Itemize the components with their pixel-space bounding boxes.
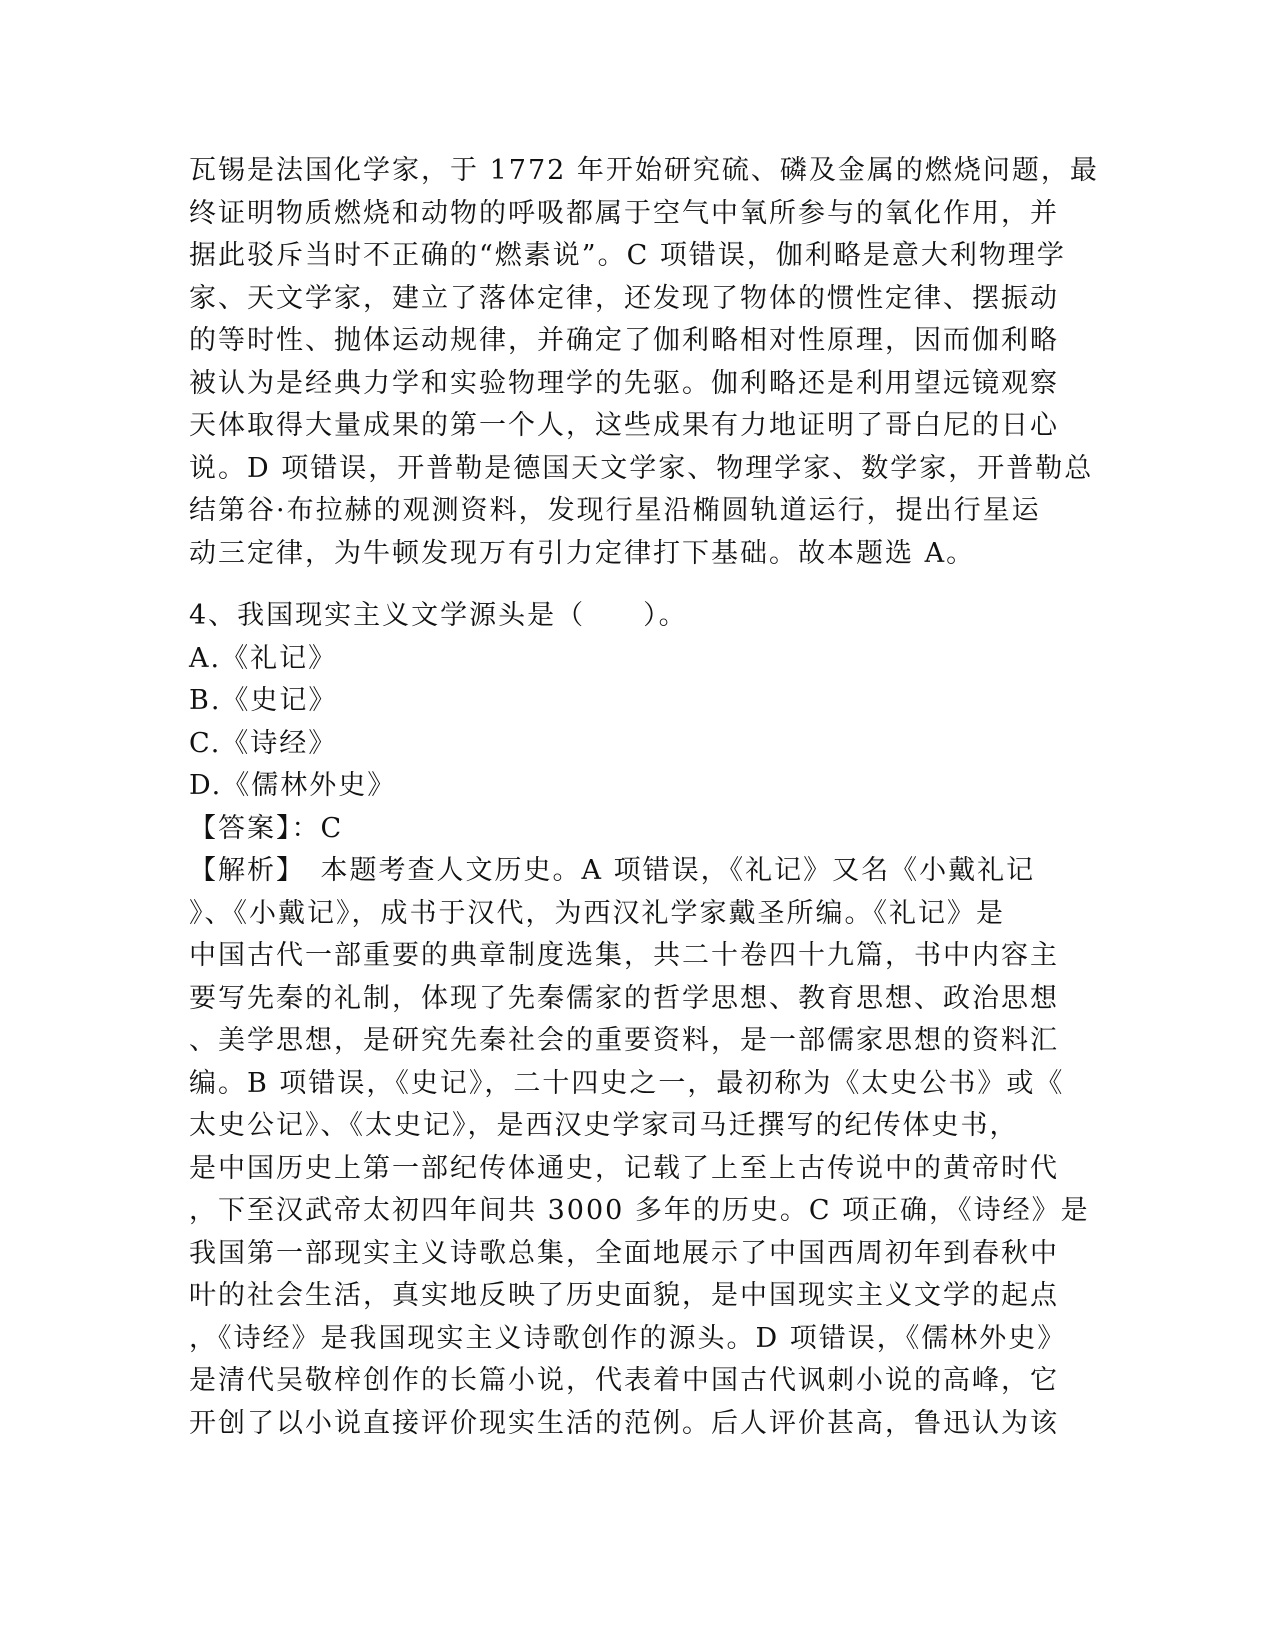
text-line: 说。D 项错误，开普勒是德国天文学家、物理学家、数学家，开普勒总 [189,452,1094,484]
text-line: 结第谷·布拉赫的观测资料，发现行星沿椭圆轨道运行，提出行星运 [189,495,1041,526]
analysis-line: ，下至汉武帝太初四年间共 3000 多年的历史。C 项正确，《诗经》是 [189,1195,1090,1226]
text-line: 的等时性、抛体运动规律，并确定了伽利略相对性原理，因而伽利略 [189,325,1059,356]
text-line: 天体取得大量成果的第一个人，这些成果有力地证明了哥白尼的日心 [189,410,1059,441]
option-c: C.《诗经》 [189,727,338,759]
text-line: 家、天文学家，建立了落体定律，还发现了物体的惯性定律、摆振动 [189,282,1059,314]
question-block [189,595,1089,1445]
option-a: A.《礼记》 [189,642,338,674]
analysis-line: 编。B 项错误，《史记》，二十四史之一，最初称为《太史公书》或《 [189,1067,1065,1099]
text-line: 被认为是经典力学和实验物理学的先驱。伽利略还是利用望远镜观察 [189,367,1059,399]
analysis-line: 》、《小戴记》，成书于汉代，为西汉礼学家戴圣所编。《礼记》是 [189,897,1005,929]
analysis-line: 我国第一部现实主义诗歌总集，全面地展示了中国西周初年到春秋中 [189,1237,1059,1269]
analysis-line: ，《诗经》是我国现实主义诗歌创作的源头。D 项错误，《儒林外史》 [189,1322,1067,1354]
analysis-line: 要写先秦的礼制，体现了先秦儒家的哲学思想、教育思想、政治思想 [189,982,1059,1014]
analysis-line: 、美学思想，是研究先秦社会的重要资料，是一部儒家思想的资料汇 [189,1025,1059,1056]
document-page [189,150,1099,1445]
analysis-line: 开创了以小说直接评价现实生活的范例。后人评价甚高，鲁迅认为该 [189,1407,1059,1439]
analysis-line: 太史公记》、《太史记》，是西汉史学家司马迁撰写的纪传体史书， [189,1110,1019,1141]
paragraph-gap [189,575,1089,595]
analysis-line: 【解析】 本题考查人文历史。A 项错误，《礼记》又名《小戴礼记 [189,855,1036,886]
text-line: 瓦锡是法国化学家，于 1772 年开始研究硫、磷及金属的燃烧问题，最 [189,155,1099,186]
analysis-block [189,850,1089,1445]
option-d: D.《儒林外史》 [189,770,397,801]
analysis-line: 中国古代一部重要的典章制度选集，共二十卷四十九篇，书中内容主 [189,940,1059,971]
text-line: 动三定律，为牛顿发现万有引力定律打下基础。故本题选 A。 [189,537,976,569]
option-b: B.《史记》 [189,685,338,716]
text-line: 终证明物质燃烧和动物的呼吸都属于空气中氧所参与的氧化作用，并 [189,197,1059,229]
answer-line: 【答案】：C [189,812,344,844]
analysis-line: 是清代吴敬梓创作的长篇小说，代表着中国古代讽刺小说的高峰，它 [189,1365,1059,1396]
text-line: 据此驳斥当时不正确的“燃素说”。C 项错误，伽利略是意大利物理学 [189,240,1066,271]
question-stem: 4、我国现实主义文学源头是（ ）。 [189,600,688,631]
analysis-line: 是中国历史上第一部纪传体通史，记载了上至上古传说中的黄帝时代 [189,1152,1059,1184]
previous-analysis-continuation [189,150,1099,575]
analysis-line: 叶的社会生活，真实地反映了历史面貌，是中国现实主义文学的起点 [189,1280,1059,1311]
